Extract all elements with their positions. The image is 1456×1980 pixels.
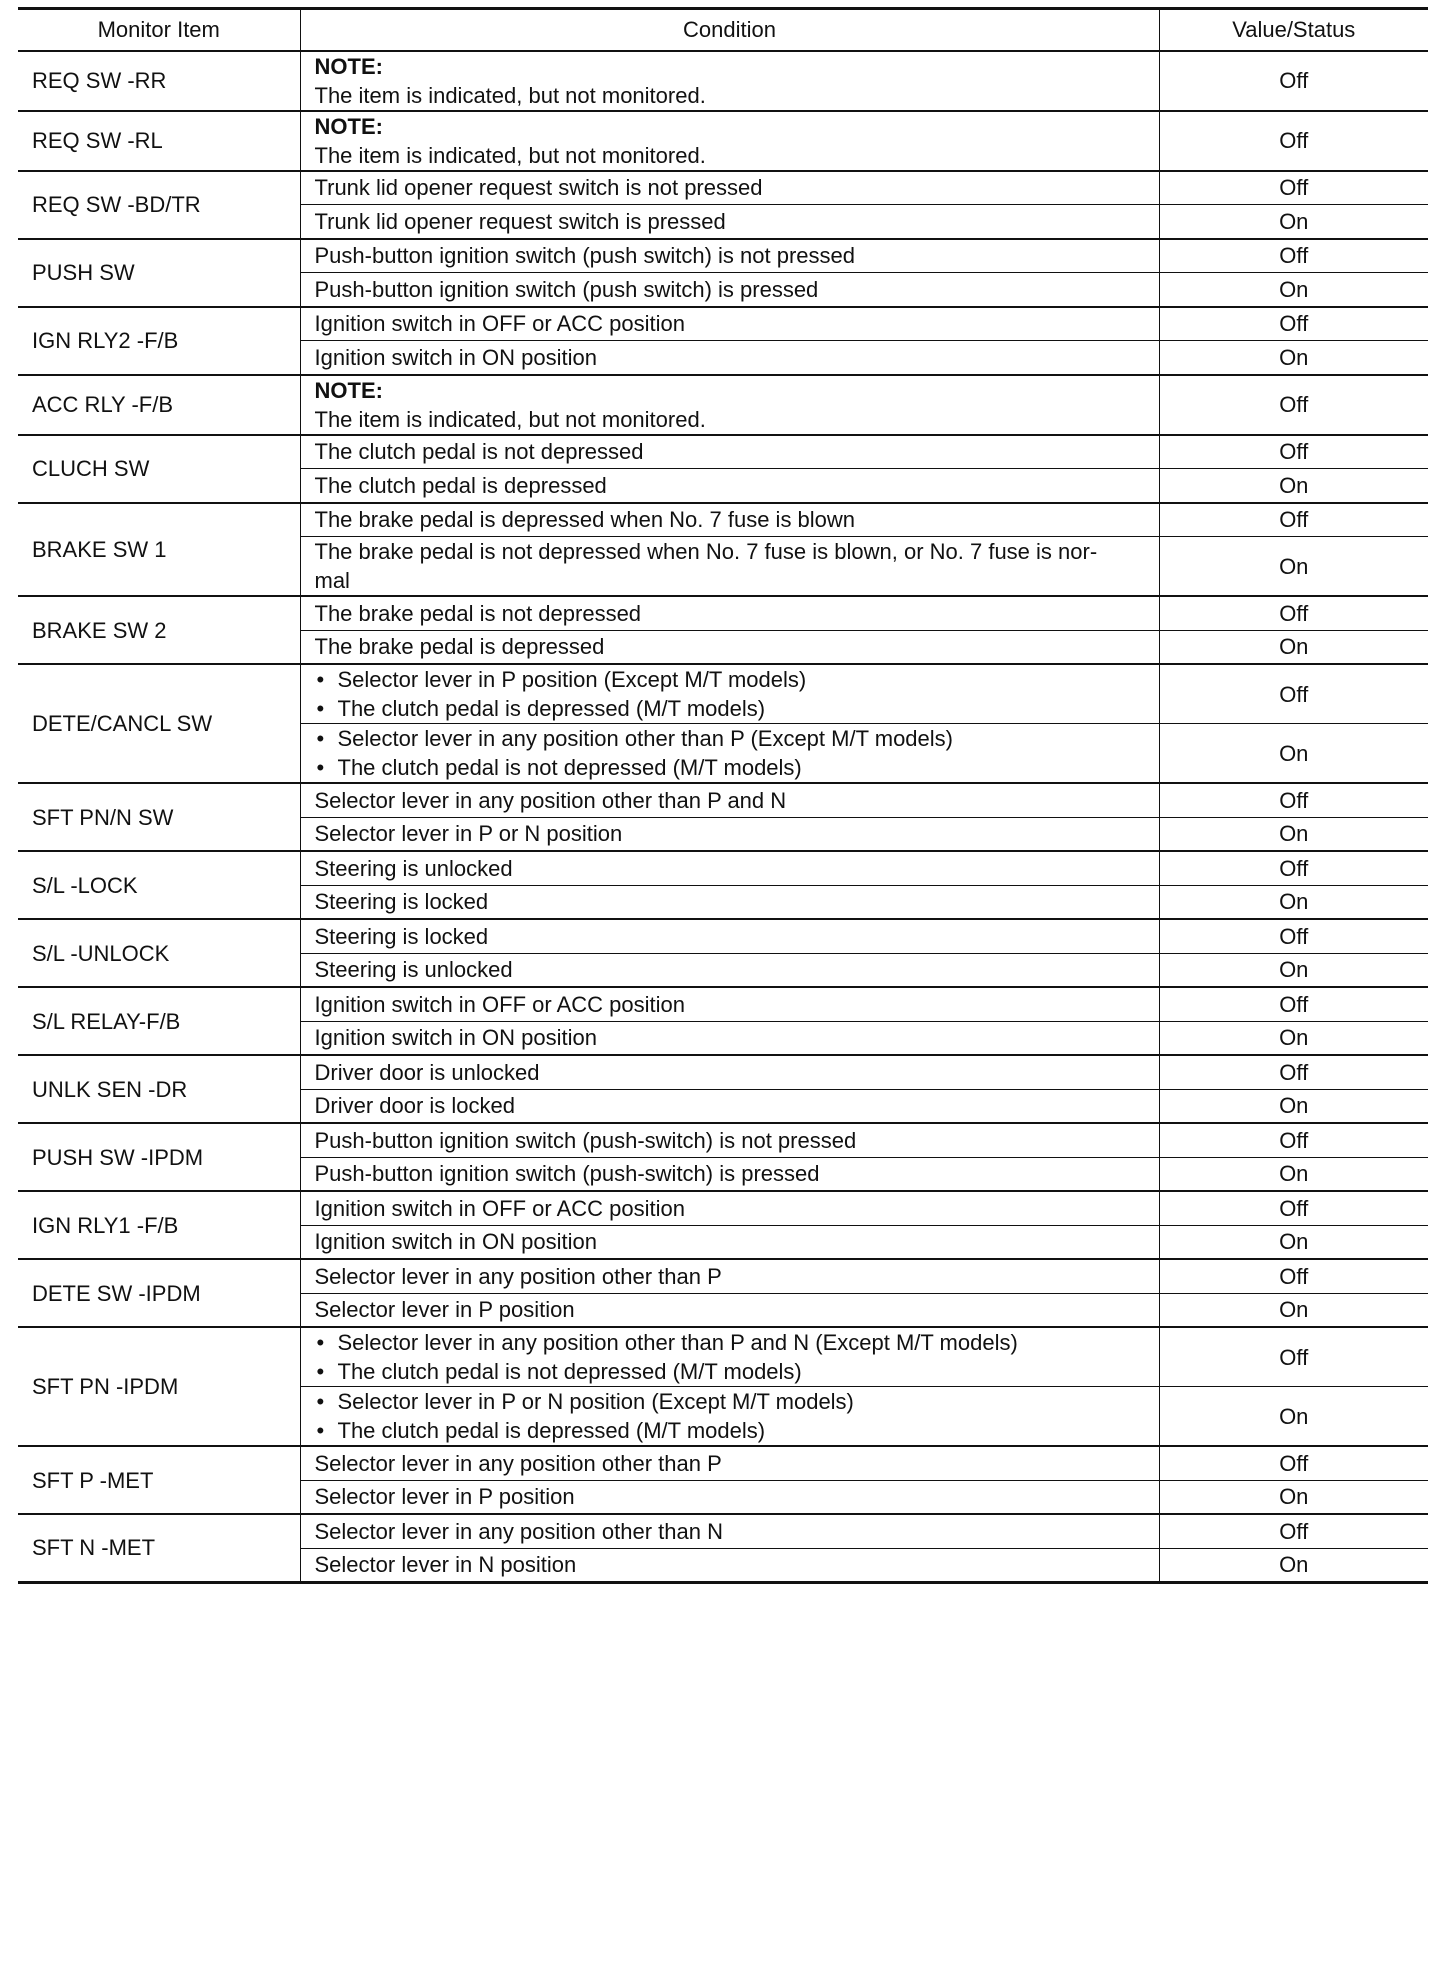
condition-cell <box>300 1514 1159 1548</box>
condition-text: Push-button ignition switch (push-switch) is pressed <box>314 1161 820 1187</box>
header-value-status: Value/Status <box>1159 9 1428 51</box>
value-status-cell: On <box>1159 953 1428 987</box>
condition-cell <box>300 987 1159 1021</box>
condition-bullet-item: • The clutch pedal is depressed (M/T models) <box>315 1416 1145 1445</box>
condition-text: Trunk lid opener request switch is not pressed <box>314 175 763 201</box>
condition-text: Ignition switch in ON position <box>314 1229 597 1255</box>
monitor-item-cell: CLUCH SW <box>18 435 300 503</box>
value-status-cell: Off <box>1159 783 1428 817</box>
condition-cell <box>300 1157 1159 1191</box>
condition-text: The brake pedal is depressed when No. 7 fuse is blown <box>314 507 856 533</box>
condition-text: Driver door is locked <box>314 1093 516 1119</box>
value-status-cell: Off <box>1159 1259 1428 1293</box>
condition-bullet-item: • Selector lever in P or N position (Except M/T models) <box>315 1387 1145 1416</box>
value-status-cell: Off <box>1159 664 1428 724</box>
header-condition: Condition <box>300 9 1159 51</box>
monitor-item-cell: S/L -LOCK <box>18 851 300 919</box>
condition-cell <box>300 171 1159 205</box>
monitor-item-cell: IGN RLY2 -F/B <box>18 307 300 375</box>
table-row <box>18 851 1428 885</box>
condition-cell <box>300 239 1159 273</box>
value-status-cell: On <box>1159 1480 1428 1514</box>
table-row <box>18 51 1428 111</box>
monitor-item-cell: REQ SW -RR <box>18 51 300 111</box>
condition-bullet-list <box>315 1387 1145 1445</box>
condition-text: Selector lever in N position <box>314 1552 577 1577</box>
condition-cell <box>300 503 1159 537</box>
value-status-cell: Off <box>1159 1055 1428 1089</box>
table-row <box>18 1191 1428 1225</box>
monitor-item-table <box>18 7 1428 1584</box>
value-status-cell: On <box>1159 885 1428 919</box>
value-status-cell: On <box>1159 205 1428 239</box>
value-status-cell: On <box>1159 1387 1428 1447</box>
condition-text: Selector lever in P or N position <box>314 821 623 847</box>
table-row <box>18 435 1428 469</box>
table-row <box>18 783 1428 817</box>
value-status-cell: On <box>1159 1021 1428 1055</box>
value-status-cell: Off <box>1159 171 1428 205</box>
condition-cell <box>300 664 1159 724</box>
condition-text: Selector lever in P position <box>314 1484 575 1510</box>
condition-text: Push-button ignition switch (push switch) is pressed <box>314 276 819 302</box>
monitor-item-cell: PUSH SW -IPDM <box>18 1123 300 1191</box>
value-status-cell: On <box>1159 469 1428 503</box>
condition-bullet-list <box>315 1328 1145 1386</box>
condition-cell <box>300 435 1159 469</box>
condition-cell <box>300 307 1159 341</box>
condition-cell <box>300 537 1159 597</box>
condition-cell <box>300 1089 1159 1123</box>
condition-bullet-list <box>315 724 1145 782</box>
monitor-item-cell: ACC RLY -F/B <box>18 375 300 435</box>
value-status-cell: On <box>1159 1089 1428 1123</box>
monitor-item-cell: SFT N -MET <box>18 1514 300 1582</box>
table-row <box>18 664 1428 724</box>
condition-bullet-item: • Selector lever in P position (Except M/T models) <box>315 665 1145 694</box>
value-status-cell: Off <box>1159 1514 1428 1548</box>
condition-cell <box>300 111 1159 171</box>
condition-text: Ignition switch in ON position <box>314 1025 597 1051</box>
condition-bullet-list <box>315 665 1145 723</box>
note-label: NOTE: <box>314 113 383 139</box>
condition-text: Steering is unlocked <box>314 957 513 983</box>
condition-cell <box>300 1123 1159 1157</box>
table-body <box>18 51 1428 1583</box>
value-status-cell: On <box>1159 1157 1428 1191</box>
value-status-cell: On <box>1159 724 1428 784</box>
monitor-item-cell: DETE/CANCL SW <box>18 664 300 783</box>
table-row <box>18 375 1428 435</box>
condition-text: The brake pedal is not depressed when No. 7 fuse is blown, or No. 7 fuse is nor- mal <box>314 539 1098 593</box>
note-text: The item is indicated, but not monitored. <box>314 82 706 108</box>
value-status-cell: Off <box>1159 1191 1428 1225</box>
monitor-item-cell: BRAKE SW 1 <box>18 503 300 597</box>
value-status-cell: Off <box>1159 1446 1428 1480</box>
condition-cell <box>300 205 1159 239</box>
table-row <box>18 171 1428 205</box>
condition-cell <box>300 1446 1159 1480</box>
condition-cell <box>300 1259 1159 1293</box>
note-label: NOTE: <box>314 377 383 403</box>
value-status-cell: Off <box>1159 51 1428 111</box>
table-row <box>18 307 1428 341</box>
table-row <box>18 111 1428 171</box>
monitor-item-cell: SFT P -MET <box>18 1446 300 1514</box>
monitor-item-cell: S/L -UNLOCK <box>18 919 300 987</box>
monitor-item-cell: PUSH SW <box>18 239 300 307</box>
note-text: The item is indicated, but not monitored. <box>314 142 706 168</box>
header-monitor-item: Monitor Item <box>18 9 300 51</box>
table-row <box>18 503 1428 537</box>
table-row <box>18 1055 1428 1089</box>
condition-text: Selector lever in any position other than P <box>314 1450 722 1476</box>
value-status-cell: Off <box>1159 851 1428 885</box>
condition-text: Ignition switch in OFF or ACC position <box>314 1195 685 1221</box>
monitor-item-cell: UNLK SEN -DR <box>18 1055 300 1123</box>
condition-cell <box>300 1293 1159 1327</box>
condition-text: Selector lever in any position other than N <box>314 1518 723 1544</box>
value-status-cell: On <box>1159 1548 1428 1582</box>
condition-text: Ignition switch in OFF or ACC position <box>314 311 685 337</box>
table-row <box>18 239 1428 273</box>
condition-text: Push-button ignition switch (push switch) is not pressed <box>314 243 855 269</box>
monitor-item-cell: BRAKE SW 2 <box>18 596 300 664</box>
condition-cell <box>300 953 1159 987</box>
condition-cell <box>300 1055 1159 1089</box>
table-row <box>18 919 1428 953</box>
value-status-cell: Off <box>1159 596 1428 630</box>
monitor-item-cell: SFT PN/N SW <box>18 783 300 851</box>
condition-cell <box>300 1225 1159 1259</box>
value-status-cell: On <box>1159 273 1428 307</box>
condition-text: The clutch pedal is depressed <box>314 472 607 498</box>
monitor-item-cell: S/L RELAY-F/B <box>18 987 300 1055</box>
condition-text: The brake pedal is not depressed <box>314 600 642 626</box>
condition-text: Selector lever in P position <box>314 1297 575 1323</box>
condition-text: Selector lever in any position other than P and N <box>314 787 787 813</box>
monitor-item-cell: DETE SW -IPDM <box>18 1259 300 1327</box>
condition-cell <box>300 1387 1159 1447</box>
condition-cell <box>300 885 1159 919</box>
condition-cell <box>300 851 1159 885</box>
condition-cell <box>300 469 1159 503</box>
condition-bullet-item: • The clutch pedal is not depressed (M/T models) <box>315 753 1145 782</box>
table-row <box>18 1446 1428 1480</box>
table-row <box>18 1514 1428 1548</box>
monitor-item-cell: REQ SW -BD/TR <box>18 171 300 239</box>
condition-text: Steering is locked <box>314 923 489 949</box>
condition-cell <box>300 51 1159 111</box>
condition-text: Push-button ignition switch (push-switch) is not pressed <box>314 1127 857 1153</box>
monitor-item-cell: IGN RLY1 -F/B <box>18 1191 300 1259</box>
condition-text: Ignition switch in ON position <box>314 344 597 370</box>
condition-bullet-item: • Selector lever in any position other than P (Except M/T models) <box>315 724 1145 753</box>
condition-bullet-item: • The clutch pedal is depressed (M/T models) <box>315 694 1145 723</box>
condition-cell <box>300 273 1159 307</box>
value-status-cell: Off <box>1159 375 1428 435</box>
value-status-cell: Off <box>1159 919 1428 953</box>
condition-cell <box>300 1191 1159 1225</box>
condition-cell <box>300 341 1159 375</box>
condition-text: Steering is unlocked <box>314 855 513 881</box>
value-status-cell: Off <box>1159 239 1428 273</box>
table-row <box>18 1327 1428 1387</box>
value-status-cell: Off <box>1159 435 1428 469</box>
condition-bullet-item: • Selector lever in any position other than P and N (Except M/T models) <box>315 1328 1145 1357</box>
value-status-cell: Off <box>1159 111 1428 171</box>
condition-text: Steering is locked <box>314 889 489 915</box>
table-row <box>18 1123 1428 1157</box>
condition-cell <box>300 1327 1159 1387</box>
value-status-cell: Off <box>1159 1327 1428 1387</box>
condition-text: Ignition switch in OFF or ACC position <box>314 991 685 1017</box>
table-header-row <box>18 9 1428 51</box>
monitor-item-cell: SFT PN -IPDM <box>18 1327 300 1446</box>
condition-cell <box>300 1021 1159 1055</box>
value-status-cell: On <box>1159 1225 1428 1259</box>
condition-text: Trunk lid opener request switch is pressed <box>314 208 726 234</box>
value-status-cell: Off <box>1159 307 1428 341</box>
value-status-cell: Off <box>1159 503 1428 537</box>
note-label: NOTE: <box>314 53 383 79</box>
condition-cell <box>300 783 1159 817</box>
note-text: The item is indicated, but not monitored. <box>314 406 706 432</box>
condition-cell <box>300 1548 1159 1582</box>
value-status-cell: On <box>1159 630 1428 664</box>
condition-cell <box>300 817 1159 851</box>
condition-text: Selector lever in any position other than P <box>314 1263 722 1289</box>
value-status-cell: Off <box>1159 1123 1428 1157</box>
value-status-cell: Off <box>1159 987 1428 1021</box>
value-status-cell: On <box>1159 1293 1428 1327</box>
table-row <box>18 1259 1428 1293</box>
condition-cell <box>300 596 1159 630</box>
condition-bullet-item: • The clutch pedal is not depressed (M/T models) <box>315 1357 1145 1386</box>
condition-text: The clutch pedal is not depressed <box>314 439 644 465</box>
condition-cell <box>300 1480 1159 1514</box>
condition-text: The brake pedal is depressed <box>314 634 605 660</box>
value-status-cell: On <box>1159 817 1428 851</box>
condition-cell <box>300 919 1159 953</box>
condition-cell <box>300 375 1159 435</box>
monitor-item-cell: REQ SW -RL <box>18 111 300 171</box>
value-status-cell: On <box>1159 537 1428 597</box>
condition-cell <box>300 724 1159 784</box>
table-row <box>18 596 1428 630</box>
table-row <box>18 987 1428 1021</box>
condition-cell <box>300 630 1159 664</box>
value-status-cell: On <box>1159 341 1428 375</box>
condition-text: Driver door is unlocked <box>314 1059 540 1085</box>
